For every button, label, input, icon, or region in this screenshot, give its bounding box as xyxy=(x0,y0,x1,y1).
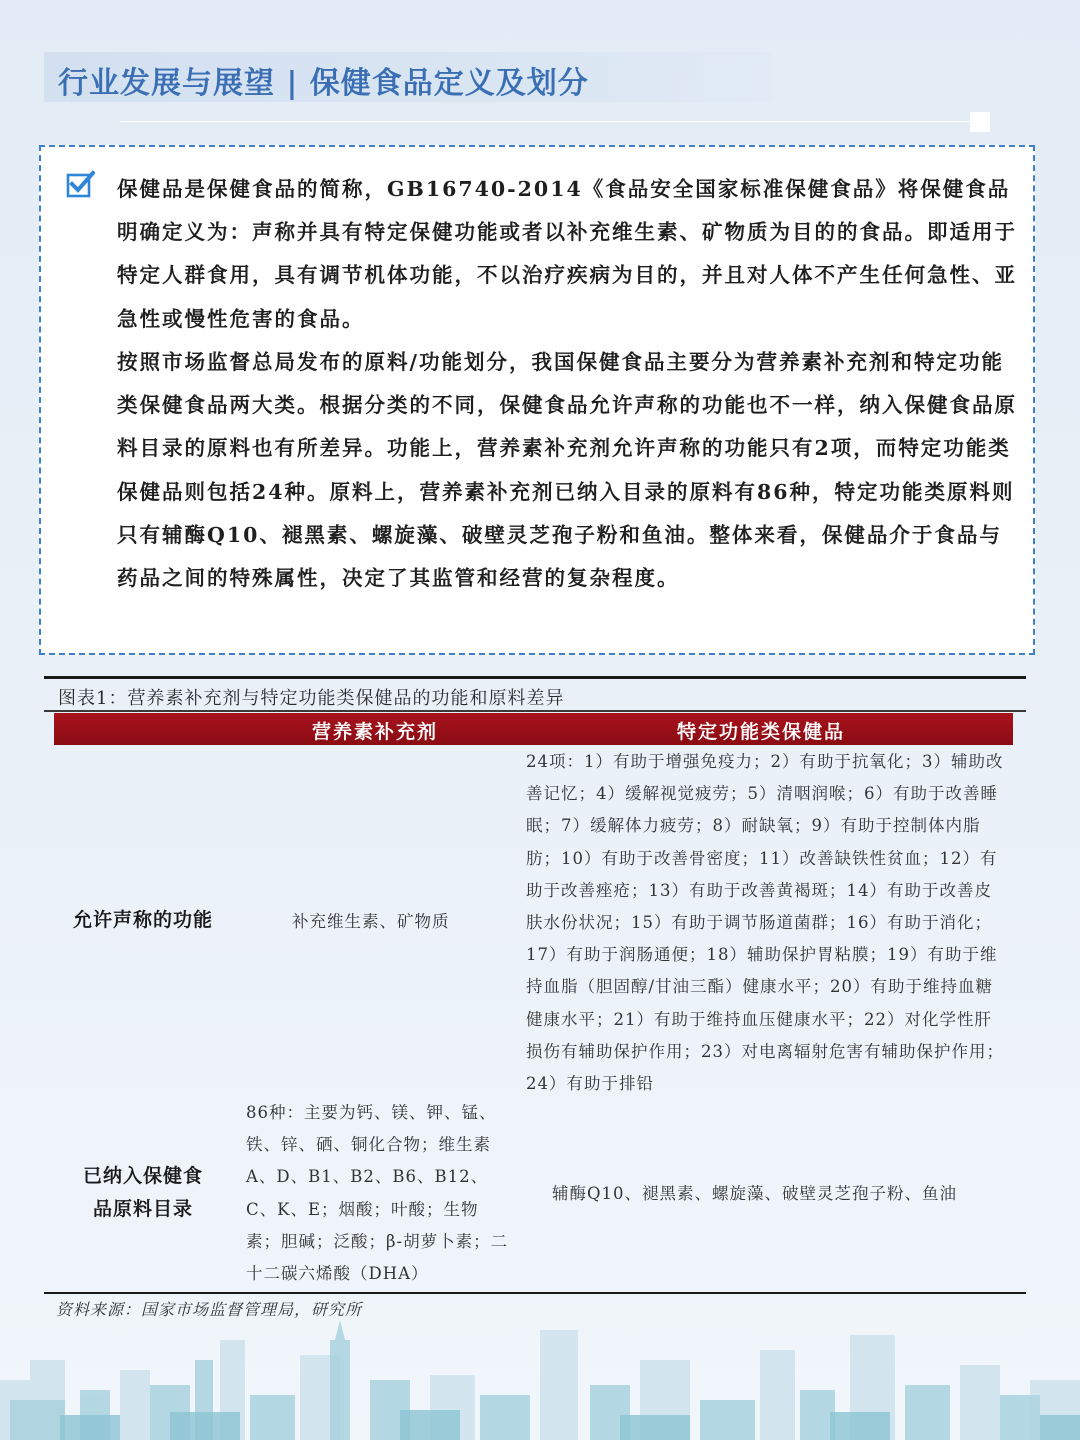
section-title-bar xyxy=(44,52,772,102)
table-caption-row xyxy=(44,676,1026,712)
caption-bottom-rule xyxy=(44,710,1026,712)
intro-text-box xyxy=(39,145,1035,655)
title-divider-square xyxy=(970,112,990,132)
city-skyline-illustration xyxy=(0,1300,1080,1440)
cell-nutrient-functions: 补充维生素、矿物质 xyxy=(292,912,450,931)
cell-functional-ingredients: 辅酶Q10、褪黑素、螺旋藻、破壁灵芝孢子粉、鱼油 xyxy=(552,1184,958,1203)
column-header-functional: 特定功能类保健品 xyxy=(677,721,846,743)
intro-paragraph-definition: 保健品是保健食品的简称，GB16740-2014《食品安全国家标准保健食品》将保健食品明确定义为：声称并具有特定保健功能或者以补充维生素、矿物质为目的的食品。即适用于特定人群食用，具有调节机体功能，不以治疗疾病为目的，并且对人体不产生任何急性、亚急性或慢性危害的食品。 xyxy=(117,177,1017,331)
row-label-claimed-functions: 允许声称的功能 xyxy=(72,909,213,931)
table-bottom-rule xyxy=(44,1292,1026,1294)
row-label-ingredient-catalog xyxy=(58,1160,228,1226)
cell-functional-functions: 24项：1）有助于增强免疫力；2）有助于抗氧化；3）辅助改善记忆；4）缓解视觉疲劳；5）清咽润喉；6）有助于改善睡眠；7）缓解体力疲劳；8）耐缺氧；9）有助于控制体内脂肪；10）有助于改善骨密度；11）改善缺铁性贫血；12）有助于改善痤疮；13）有助于改善黄褐斑；14）有助于改善皮肤水份状况；15）有助于调节肠道菌群；16）有助于消化；17）有助于润肠通便；18）辅助保护胃粘膜；19）有助于维持血脂（胆固醇/甘油三酯）健康水平；20）有助于维持血糖健康水平；21）有助于维持血压健康水平；22）对化学性肝损伤有辅助保护作用；23）对电离辐射危害有辅助保护作用；24）有助于排铅 xyxy=(526,752,1004,1094)
page-title: 行业发展与展望 | 保健食品定义及划分 xyxy=(58,66,589,101)
table-header xyxy=(54,713,1013,745)
column-header-nutrient: 营养素补充剂 xyxy=(312,721,439,743)
table-caption: 图表1：营养素补充剂与特定功能类保健品的功能和原料差异 xyxy=(58,688,565,709)
title-divider-line xyxy=(120,121,970,122)
row-label-ingredient-catalog-text: 已纳入保健食品原料目录 xyxy=(82,1165,203,1220)
source-note: 资料来源：国家市场监督管理局，研究所 xyxy=(56,1300,363,1319)
caption-top-rule xyxy=(44,676,1026,679)
cell-nutrient-ingredients: 86种：主要为钙、镁、钾、锰、铁、锌、硒、铜化合物；维生素A、D、B1、B2、B6、B12、C、K、E；烟酸；叶酸；生物素；胆碱；泛酸；β-胡萝卜素；二十二碳六烯酸（DHA） xyxy=(246,1103,509,1284)
intro-paragraph-classification: 按照市场监督总局发布的原料/功能划分，我国保健食品主要分为营养素补充剂和特定功能类保健食品两大类。根据分类的不同，保健食品允许声称的功能也不一样，纳入保健食品原料目录的原料也有所差异。功能上，营养素补充剂允许声称的功能只有2项，而特定功能类保健品则包括24种。原料上，营养素补充剂已纳入目录的原料有86种，特定功能类原料则只有辅酶Q10、褪黑素、螺旋藻、破壁灵芝孢子粉和鱼油。整体来看，保健品介于食品与药品之间的特殊属性，决定了其监管和经营的复杂程度。 xyxy=(117,350,1017,591)
checkbox-check-icon xyxy=(65,169,95,199)
